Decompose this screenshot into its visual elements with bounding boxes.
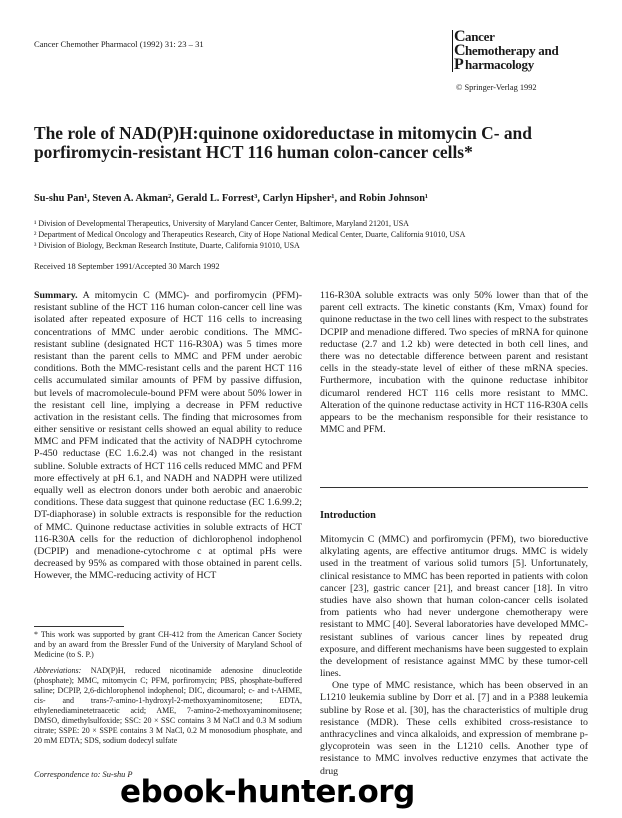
received-dates: Received 18 September 1991/Accepted 30 March 1992 (34, 262, 220, 271)
summary-divider (320, 487, 588, 488)
correspondence-line: Correspondence to: Su-shu P (34, 770, 133, 779)
running-head: Cancer Chemother Pharmacol (1992) 31: 23 – 31 (34, 39, 204, 49)
watermark: ebook-hunter.org (120, 774, 415, 810)
introduction-body (320, 534, 588, 778)
summary-right-column (320, 290, 588, 436)
logo-word-1: ancer (465, 29, 495, 44)
summary-label: Summary. (34, 290, 78, 301)
footnotes (34, 630, 302, 746)
affiliation-2: ² Department of Medical Oncology and Therapeutics Research, City of Hope National Medical Center, Duarte, California 91010, USA (34, 230, 466, 239)
journal-logo (452, 30, 602, 72)
logo-word-3: harmacology (465, 57, 534, 72)
intro-paragraph-1: Mitomycin C (MMC) and porfiromycin (PFM), two bioreductive alkylating agents, are effective antitumor drugs. MMC is widely used in the treatment of various solid tumors [5]. Unfortunately, clinical resistance to MMC has been reported in patients with colon cancer [23], gastric cancer [21], and breast cancer [18]. In vitro studies have also shown that human colon-cancer cells isolated from patients who had never undergone chemotherapy were resistant to MMC [40]. Several laboratories have developed MMC-resistant sublines of various cancer lines by repeated drug exposure, and different mechanisms have been suggested to explain the development of resistance against MMC by these tumor-cell lines. (320, 534, 588, 680)
abbreviations-text: NAD(P)H, reduced nicotinamide adenosine dinucleotide (phosphate); MMC, mitomycin C; PFM, porfiromycin; PBS, phosphate-buffered saline; DCPIP, 2,6-dichlorophenol indophenol; DIC, dicoumarol; c- and t-AHME, cis- and trans-7-amino-1-hydroxyl-2-methoxyaminomitosene; EDTA, ethylenediaminetetraacetic acid; AME, 7-amino-2-methoxyaminomitosene; DMSO, dimethylsulfoxide; SSC: 20 × SSC contains 3 M NaCl and 0.3 M sodium citrate; SSPE: 20 × SSPE contains 3 M NaCl, 0.2 M monosodium phosphate, and 20 mM EDTA; SDS, sodium dodecyl sulfate (34, 666, 303, 745)
summary-left-column (34, 290, 302, 583)
logo-letter-3: P (454, 56, 464, 73)
intro-paragraph-2: One type of MMC resistance, which has been observed in an L1210 leukemia subline by Dorr et al. [7] and in a P388 leukemia subline by Rose et al. [30], has the characteristics of multiple drug resistance (MDR). These cells exhibited cross-resistance to anthracyclines and vinca alkaloids, and expression of membrane p-glycoprotein was seen in the L1210 cells. Another type of resistance to MMC involves reductive enzymes that activate the drug (320, 680, 588, 777)
author-list: Su-shu Pan¹, Steven A. Akman², Gerald L. Forrest³, Carlyn Hipsher¹, and Robin Johnson¹ (34, 193, 429, 204)
logo-letter-1: C (454, 28, 466, 45)
copyright-notice: © Springer-Verlag 1992 (456, 83, 537, 92)
introduction-heading: Introduction (320, 510, 376, 521)
logo-letter-2: C (454, 42, 466, 59)
summary-text-left: A mitomycin C (MMC)- and porfiromycin (PFM)-resistant subline of the HCT 116 human colon-cancer cell line was isolated after repeated exposure of HCT 116 cells to increasing concentrations of MMC under aerobic conditions. The MMC-resistant subline (designated HCT 116-R30A) was 5 times more resistant than the parent cells to MMC and PFM under aerobic conditions. Both the MMC-resistant cells and the parent HCT 116 cells accumulated similar amounts of PFM by passive diffusion, but levels of macromolecule-bound PFM were about 50% lower in the resistant cell line, implying a decrease in PFM reductive activation in the resistant cells. The finding that microsomes from either sensitive or resistant cells showed an equal ability to reduce MMC and PFM indicated that the activity of NADPH cytochrome P-450 reductase (EC 1.6.2.4) was not changed in the resistant subline. Soluble extracts of HCT 116 cells reduced MMC and PFM more effectively at pH 6.1, and NADH and NADPH were utilized equally well as electron donors under both aerobic and anaerobic conditions. These data suggest that quinone reductase (EC 1.6.99.2; DT-diaphorase) in soluble extracts is responsible for the reduction of MMC. Quinone reductase activities in soluble extracts of HCT 116-R30A cells for the reduction of dichlorophenol indophenol (DCPIP) and menadione-cytochrome c at optimal pHs were decreased by 95% as compared with those obtained in parent cells. However, the MMC-reducing activity of HCT (34, 290, 302, 582)
summary-text-right: 116-R30A soluble extracts was only 50% lower than that of the parent cell extracts. The kinetic constants (Km, Vmax) found for quinone reductase in the two cell lines with respect to the substrates DCPIP and menadione differed. Two species of mRNA for quinone reductase (2.7 and 1.2 kb) were detected in both cell lines, and there was no detectable difference between parent and resistant cells in the steady-state level of either of these mRNA species. Furthermore, incubation with the quinone reductase inhibitor dicumarol rendered HCT 116 cells more resistant to MMC. Alteration of the quinone reductase activity in HCT 116-R30A cells appears to be the mechanism responsible for their resistance to MMC and PFM. (320, 290, 588, 436)
affiliation-1: ¹ Division of Developmental Therapeutics, University of Maryland Cancer Center, Baltimore, Maryland 21201, USA (34, 219, 409, 228)
footnote-divider (34, 626, 124, 627)
funding-footnote: * This work was supported by grant CH-412 from the American Cancer Society and by an award from the Bressler Fund of the University of Maryland School of Medicine (to S. P.) (34, 630, 302, 659)
abbreviations-label: Abbreviations: (34, 666, 82, 675)
affiliation-3: ³ Division of Biology, Beckman Research Institute, Duarte, California 91010, USA (34, 241, 300, 250)
article-title: The role of NAD(P)H:quinone oxidoreductase in mitomycin C- and porfiromycin-resistant HCT 116 human colon-cancer cells* (34, 123, 532, 162)
logo-word-2: hemotherapy and (465, 43, 559, 58)
